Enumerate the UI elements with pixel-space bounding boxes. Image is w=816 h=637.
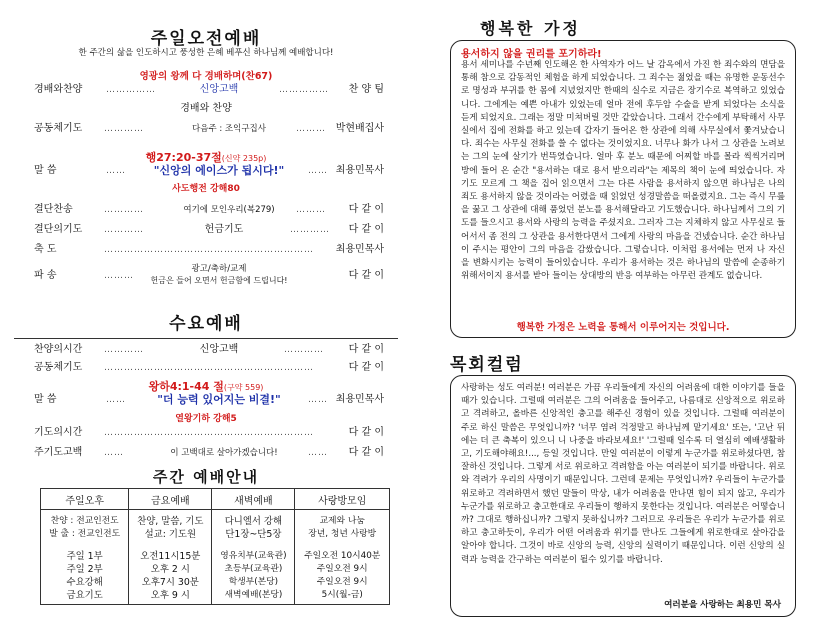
cell-line: 새벽예배(본당): [224, 590, 283, 600]
leader-dots: ………: [296, 205, 326, 215]
schedule-program-row: [41, 510, 390, 543]
cell-line: 금요기도: [66, 590, 103, 601]
leader-dots: ………: [104, 271, 134, 281]
row-right: 다 같 이: [348, 270, 384, 281]
row-right: 최용민목사: [335, 165, 384, 176]
cell-line: 학생부(본당): [228, 577, 279, 587]
row-middle: 신앙고백: [199, 344, 239, 355]
row-label: 결단찬송: [34, 204, 73, 215]
row-label: 기도의시간: [34, 427, 83, 438]
weekly-schedule-table: [40, 488, 390, 605]
cell-line: 주일오전 10시40분: [304, 551, 381, 561]
leader-dots: ……: [308, 448, 328, 458]
cell-line: 영유치부(교육관): [220, 551, 287, 561]
leader-dots: ………………………………………………………: [104, 428, 314, 438]
cell-line: 교제와 나눔: [319, 516, 365, 526]
wed-sermon-series: 열왕기하 강해5: [175, 414, 237, 424]
scripture-page: (신약 235p): [221, 154, 267, 163]
leader-dots: ……: [308, 395, 328, 405]
blessing-row: [14, 242, 398, 258]
schedule-header: 금요예배: [129, 489, 212, 510]
cell-line: 주일오전 9시: [316, 577, 368, 587]
cell-line: 5시(월-금): [321, 590, 363, 600]
wed-sermon-row: [14, 392, 398, 410]
row-right: 최용민목사: [335, 244, 384, 255]
cell-line: 단1장~단5장: [225, 529, 282, 540]
divider: [14, 338, 398, 339]
pastoral-column-body: 사랑하는 성도 여러분! 여러분은 가끔 우리들에게 자신의 어려움에 대한 이야기를 들을 때가 있습니다. 그럴때 여러분은 그의 어려움을 들어주고, 나름대로 신앙적으로 위로하고 격려하고, 올바른 신앙적인 충고를 해주신 경험이 있을 것입니다. 그럴때 여러분이 주로 하신 말씀은 무엇입니까? '너무 염려 걱정말고 하나님께 맡기세요' 또는, '고난 뒤에는 더 큰 축복이 있으니 니 나중을 바라보세요!' '그럴때 일수록 더 열심히 예배생활하고, 기도해야해요!..., 등일 것입니다. 만일 여러분이 이렇게 누군가를 위로하셨다면, 참 잘하신 것입니다. 그렇게 서로 위로하고 격려함을 아는 여러분이 되기를 바랍니다. 위로와 격려가 우리의 사명이기 때문입니다. 그런데 문제는 무엇입니까? 우리들이 누군가를 위로하고 격려하면서 했던 말들이 막상, 내가 어려움을 만나면 힘이 되지 않고, 우리가 누군가를 위로하고 충고한대로 우리들이 행하지 못한다는 것입니다. 여러분은 어떻습니까? 그대로 행하십니까? 그렇지 못하십니까? 그러므로 우리들은 우리가 누군가를 위로하고 충고하듯이, 우리가 어떤 어려움과 위기를 만나도 그들에게 위로한대로 살아감을 알아야 합니다. 그것이 바로 신앙의 능력, 신앙의 실력이기 때문입니다. 이런 신앙의 실력과 능력을 간구하는 여러분이 될수 있기를 바랍니다.: [461, 383, 785, 565]
scripture-ref: 행27:20-37절: [145, 151, 222, 164]
pastoral-column-box: [450, 375, 796, 617]
cell-line: 오후7시 30분: [141, 577, 199, 588]
lords-prayer-row: [14, 445, 398, 461]
sermon-series: 사도행전 강해80: [172, 184, 240, 194]
cell-line: 주일 2부: [66, 564, 103, 575]
leader-dots: ……………: [106, 85, 156, 95]
row-middle: 여기에 모인우리(복279): [183, 205, 275, 215]
cell-line: 수요강해: [66, 577, 103, 588]
offering-row: [14, 222, 398, 238]
row-right: 다 같 이: [348, 344, 384, 355]
row-label: 경배와찬양: [34, 84, 83, 95]
cell-line: 오후 9 시: [150, 590, 190, 601]
schedule-header: 주일오후: [41, 489, 129, 510]
cell-line: 발 출 : 전교인전도: [49, 529, 121, 539]
cell-line: 초등부(교육관): [224, 564, 283, 574]
cell-line: 찬양 : 전교인전도: [50, 516, 119, 526]
wed-prayer-row: [14, 360, 398, 376]
wed-praise-row: [14, 342, 398, 358]
schedule-header: 사랑방모임: [295, 489, 390, 510]
row-right: 다 같 이: [348, 447, 384, 458]
row-middle: 다음주 : 조익구집사: [192, 124, 266, 134]
row-right: 찬 양 팀: [348, 84, 384, 95]
schedule-header-row: [41, 489, 390, 510]
cell-line: 장년, 청년 사랑방: [308, 529, 377, 539]
row-right: 박현배집사: [335, 123, 384, 134]
leader-dots: …………: [104, 345, 144, 355]
dismissal-row: [14, 264, 398, 288]
row-label: 공동체기도: [34, 123, 83, 134]
wednesday-service-title: 수요예배: [169, 314, 243, 334]
row-label: 파 송: [34, 270, 57, 281]
leader-dots: ……: [308, 166, 328, 176]
cell-line: 오전11시15분: [140, 551, 201, 562]
happy-family-footer: 행복한 가정은 노력을 통해서 이루어지는 것입니다.: [516, 322, 730, 333]
leader-dots: ……………: [279, 85, 329, 95]
sermon-row: [14, 163, 398, 181]
schedule-header: 새벽예배: [212, 489, 295, 510]
row-middle: 신앙고백: [199, 84, 239, 95]
row-label: 공동체기도: [34, 362, 83, 373]
leader-dots: ………………………………………………………: [104, 363, 314, 373]
leader-dots: ………: [296, 124, 326, 134]
leader-dots: …………: [104, 225, 144, 235]
decision-hymn-row: [14, 202, 398, 218]
row-middle: 이 고백대로 살아가겠습니다!: [170, 448, 278, 458]
praise-hymn: 영광의 왕께 다 경배하며(찬67): [139, 71, 273, 82]
prayer-row: [14, 121, 398, 137]
row-right: 다 같 이: [348, 427, 384, 438]
cell-line: 주일오전 9시: [316, 564, 368, 574]
cell-line: 주일 1부: [66, 551, 103, 562]
happy-family-body: 용서 세미나를 수년째 인도해온 한 사역자가 어느 날 감옥에서 가진 한 죄수와의 면담을 통해 참으로 감동적인 체험을 하게 되었습니다. 그 죄수는 젊었을 때는 유명한 운동선수로 명성과 부귀를 한 몸에 지녔었지만 한때의 실수로 지금은 장기수로 복역하고 있었습니다. 그에게는 예쁜 아내가 있었는데 얼마 전에 후두암 수술을 받게 되었다는 소식을 듣게 되었지요. 그래는 정말 미쳐버릴 것만 같았습니다. 그래서 간수에게 부탁해서 사무실에서 집에 전화를 하고 있는데 갑자기 들어온 한 상관에 의해 사무실에서 쫓겨났습니다. 죄수는 사무실 전화를 쓸 수 없다는 것이었지요. 너무나 화가 나서 그 상관을 노려보는 그의 눈에 살기가 번뜩였습니다. 얼마 후 분노 때문에 어찌할 바를 몰라 씩씩거리며 방에 들어 온 순간 "용서하는 대로 용서 받으리라"는 제목의 책이 눈에 띄었습니다. 자기도 모르게 그 책을 집어 읽으면서 그는 다른 사람을 용서하지 않으면 하나님은 나의 죄도 용서하지 않을 것이라는 어렸을 때 읽었던 성경말씀을 떠올렸지요. 그는 즉시 무릎을 꿇고 그 상관에 대해 품었던 분노를 용서해달라고 기도했습니다. 하나님께서 그의 기도를 들으시고 용서와 사랑의 능력을 주셨지요. 그러자 그는 지체하지 않고 사무실로 들어서서 좀 전의 그 상관을 용서한다면서 그에게 사랑의 마음을 건넸습니다. 순간 하나님이 주시는 평안이 그의 마음을 감쌌습니다. 그렇습니다. 이처럼 용서에는 먼저 나 자신을 변화시키는 능력이 들어있습니다. 우리가 용서하는 것은 하나님의 말씀에 순종하기 위해서이지 용서를 받아 들이는 상대방의 반응 여부하는 아무런 관계도 없습니다.: [461, 60, 785, 282]
row-label: 결단의기도: [34, 224, 83, 235]
cell-line: 찬양, 말씀, 기도: [137, 516, 204, 527]
leader-dots: …………: [104, 124, 144, 134]
wed-scripture-page: (구약 559): [223, 383, 264, 392]
sunday-service-subtitle: 한 주간의 삶을 인도하시고 풍성한 은혜 베푸신 하나님께 예배합니다!: [78, 48, 334, 58]
wed-sermon-title: "더 능력 있어지는 비결!": [157, 393, 281, 406]
offering-note: 헌금은 들어 오면서 헌금함에 드립니다!: [150, 276, 288, 285]
cell-line: 오후 2 시: [150, 564, 190, 575]
leader-dots: ……: [104, 448, 124, 458]
wed-pray-row: [14, 425, 398, 441]
row-right: 다 같 이: [348, 224, 384, 235]
wed-scripture-ref: 왕하4:1-44 절: [148, 380, 224, 393]
pastoral-column-title: 목회컬럼: [450, 355, 524, 375]
leader-dots: ……: [106, 166, 126, 176]
happy-family-title: 행복한 가정: [480, 19, 581, 38]
sermon-title: "신앙의 에이스가 됩시다!": [153, 164, 285, 177]
leader-dots: …………: [104, 205, 144, 215]
weekly-schedule-title: 주간 예배안내: [152, 468, 260, 486]
pastoral-column-signature: 여러분을 사랑하는 최용민 목사: [664, 600, 781, 610]
sunday-service-title: 주일오전예배: [150, 29, 262, 49]
cell-line: 다니엘서 강해: [224, 516, 283, 527]
row-label: 말 씀: [34, 165, 57, 176]
leader-dots: …………: [284, 345, 324, 355]
praise-row: [14, 82, 398, 98]
row-label: 축 도: [34, 244, 57, 255]
row-label: 찬양의시간: [34, 344, 83, 355]
row-right: 최용민목사: [335, 394, 384, 405]
announcement-line: 광고/축하/교제: [191, 264, 247, 274]
row-right: 다 같 이: [348, 362, 384, 373]
schedule-times-row: [41, 542, 390, 605]
leader-dots: ………………………………………………………: [104, 245, 314, 255]
happy-family-heading: 용서하지 않을 권리를 포기하라!: [461, 49, 602, 60]
row-middle: 헌금기도: [204, 224, 244, 235]
leader-dots: …………: [290, 225, 330, 235]
cell-line: 설교: 기도원: [144, 529, 197, 540]
row-label: 말 씀: [34, 394, 57, 405]
praise-sub: 경배와 찬양: [180, 103, 232, 114]
leader-dots: ……: [106, 395, 126, 405]
happy-family-box: [450, 40, 796, 338]
row-label: 주기도고백: [34, 447, 83, 458]
row-right: 다 같 이: [348, 204, 384, 215]
